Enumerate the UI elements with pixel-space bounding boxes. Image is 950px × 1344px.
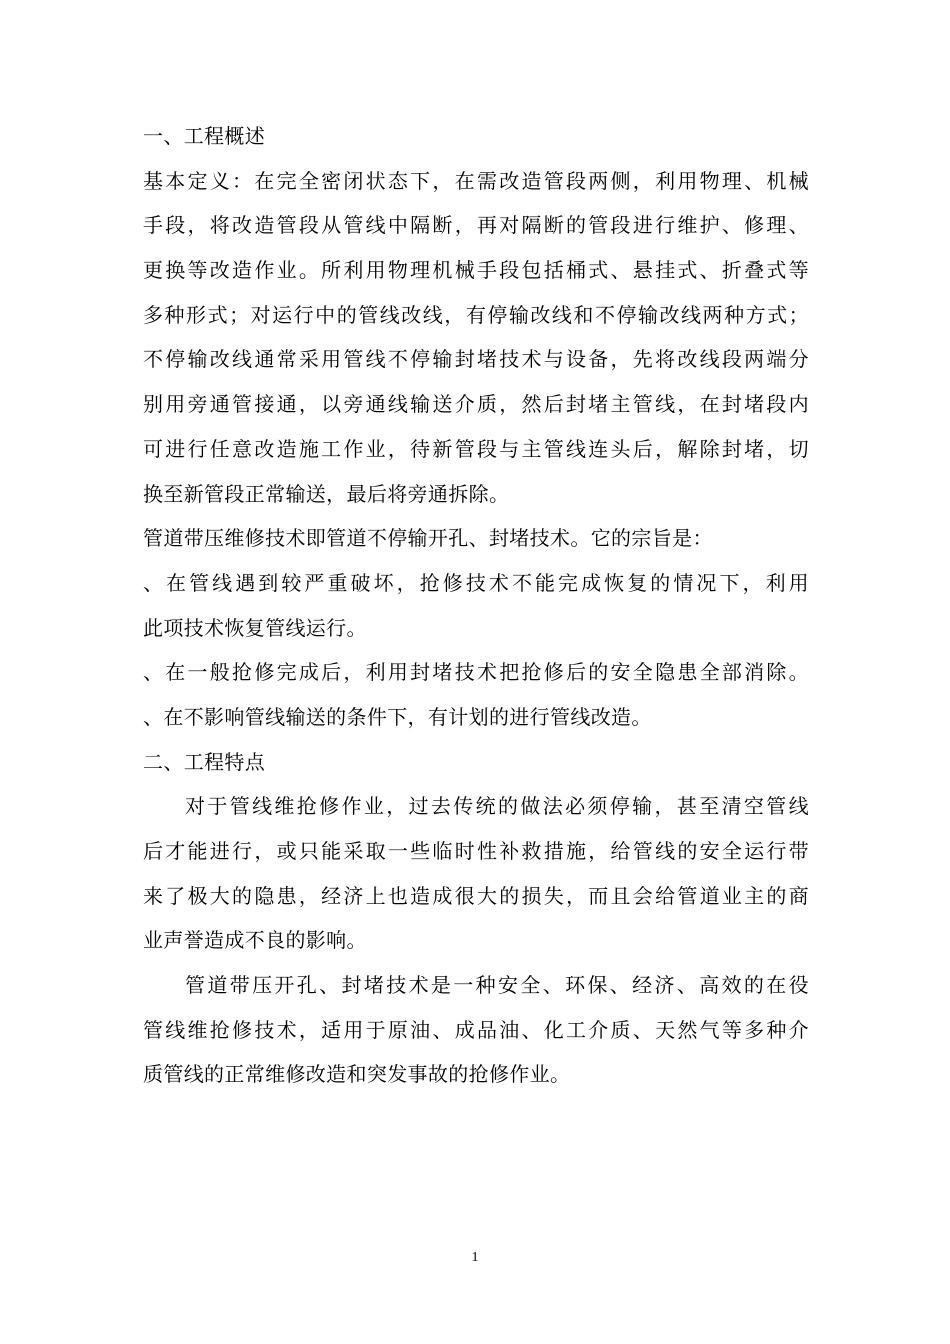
document-body (143, 114, 809, 1097)
list-item-line: 、在管线遇到较严重破坏，抢修技术不能完成恢复的情况下，利用 (143, 570, 809, 595)
list-item-line: 、在一般抢修完成后，利用封堵技术把抢修后的安全隐患全部消除。 (143, 660, 809, 685)
list-item-line: 、在不影响管线输送的条件下，有计划的进行管线改造。 (143, 704, 652, 729)
paragraph-line: 多种形式；对运行中的管线改线，有停输改线和不停输改线两种方式； (143, 302, 809, 327)
section-heading-features: 二、工程特点 (143, 749, 266, 774)
paragraph-line: 管线维抢修技术，适用于原油、成品油、化工介质、天然气等多种介 (143, 1017, 809, 1042)
paragraph-line: 管道带压维修技术即管道不停输开孔、封堵技术。它的宗旨是： (143, 526, 713, 551)
paragraph-line: 对于管线维抢修作业，过去传统的做法必须停输，甚至清空管线 (185, 794, 809, 819)
paragraph-line: 管道带压开孔、封堵技术是一种安全、环保、经济、高效的在役 (185, 973, 809, 998)
paragraph-line: 来了极大的隐患，经济上也造成很大的损失，而且会给管道业主的商 (143, 883, 809, 908)
paragraph-line: 业声誉造成不良的影响。 (143, 928, 367, 953)
list-item-line: 此项技术恢复管线运行。 (143, 615, 367, 640)
section-heading-overview: 一、工程概述 (143, 124, 266, 148)
paragraph-line: 别用旁通管接通，以旁通线输送介质，然后封堵主管线，在封堵段内 (143, 392, 809, 417)
paragraph-line: 不停输改线通常采用管线不停输封堵技术与设备，先将改线段两端分 (143, 347, 809, 372)
paragraph-line: 更换等改造作业。所利用物理机械手段包括桶式、悬挂式、折叠式等 (143, 258, 809, 283)
paragraph-line: 后才能进行，或只能采取一些临时性补救措施，给管线的安全运行带 (143, 839, 809, 863)
paragraph-line: 可进行任意改造施工作业，待新管段与主管线连头后，解除封堵，切 (143, 436, 809, 461)
paragraph-line: 手段，将改造管段从管线中隔断，再对隔断的管段进行维护、修理、 (143, 213, 809, 238)
paragraph-line: 质管线的正常维修改造和突发事故的抢修作业。 (143, 1062, 571, 1087)
paragraph-line: 基本定义：在完全密闭状态下，在需改造管段两侧，利用物理、机械 (143, 168, 809, 193)
paragraph-line: 换至新管段正常输送，最后将旁通拆除。 (143, 481, 510, 506)
page-number: 1 (471, 1250, 479, 1265)
